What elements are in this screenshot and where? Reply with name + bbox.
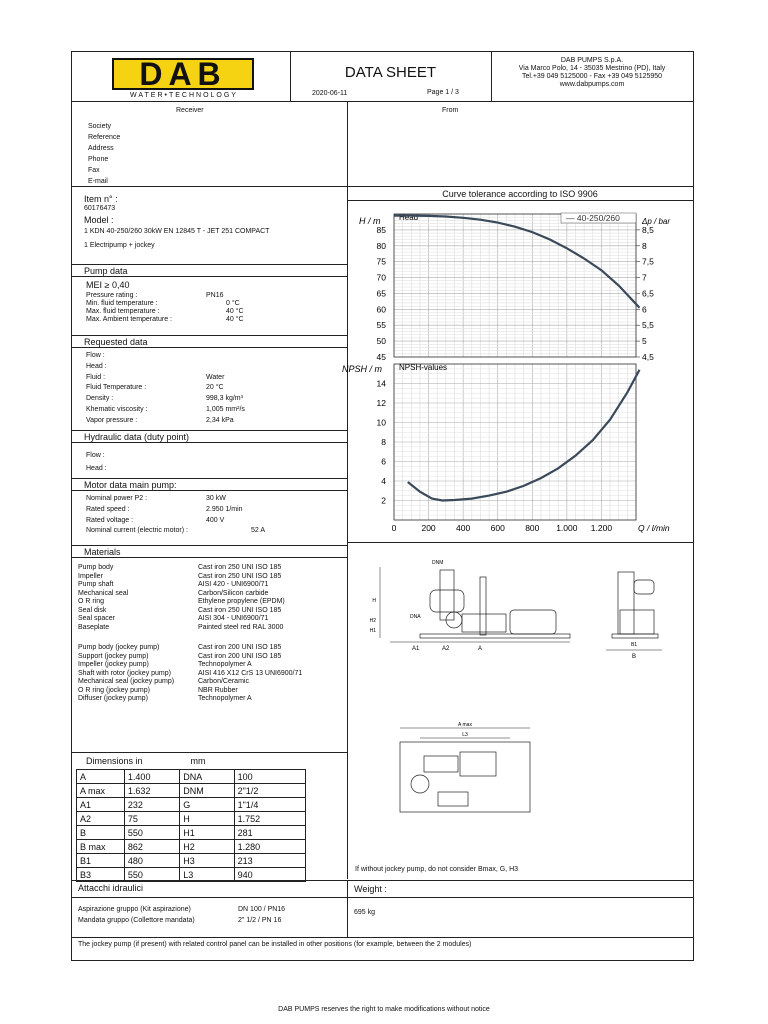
x-tick: 1.000: [556, 523, 578, 533]
dimension-cell: B3: [77, 868, 125, 882]
model-name: 1 KDN 40-250/260 30kW EN 12845 T - JET 251 COMPACT: [84, 228, 270, 235]
mei-row: MEI ≥ 0,40: [86, 280, 130, 290]
dim-a1: A1: [412, 646, 420, 652]
dimension-cell: 100: [234, 770, 305, 784]
dimension-row: [77, 840, 306, 854]
attacchi-list: Aspirazione gruppo (Kit aspirazione) DN 100 / PN16 Mandata gruppo (Collettore mandata) 2" 1/2 / PN 16: [78, 906, 286, 924]
x-tick: 200: [421, 523, 436, 533]
head-y2-tick: 8,5: [642, 224, 654, 235]
dim-dna: DNA: [410, 614, 421, 620]
npsh-y-tick: 10: [376, 417, 386, 428]
bottom-disclaimer: DAB PUMPS reserves the right to make modifications without notice: [278, 1006, 490, 1013]
dimension-row: [77, 798, 306, 812]
head-y-tick: 70: [376, 272, 386, 283]
dimension-cell: H2: [180, 840, 234, 854]
npsh-panel-label: NPSH-values: [399, 363, 448, 372]
x-tick: 800: [525, 523, 540, 533]
item-label: Item n° :: [84, 194, 118, 204]
x-tick: 1.200: [590, 523, 613, 533]
model-label: Model :: [84, 215, 114, 225]
performance-chart: [342, 202, 692, 542]
dimension-row: [77, 812, 306, 826]
dimensions-note: If without jockey pump, do not consider Bmax, G, H3: [355, 866, 519, 873]
npsh-y-tick: 6: [381, 456, 386, 467]
npsh-y-tick: 12: [376, 398, 386, 408]
dimension-cell: 213: [234, 854, 305, 868]
dimension-cell: H: [180, 812, 234, 826]
item-number: 60176473: [84, 205, 116, 212]
dim-h2: H2: [369, 618, 376, 624]
section-pump-data: Pump data: [72, 264, 347, 277]
datasheet-page: [71, 51, 694, 961]
head-y-tick: 65: [376, 288, 386, 299]
head-y2-tick: 7,5: [642, 256, 654, 267]
receiver-label: Receiver: [176, 107, 204, 114]
head-panel-label: Head: [399, 213, 419, 222]
dim-h: H: [372, 598, 376, 604]
weight-value: 695 kg: [354, 909, 376, 916]
head-y-tick: 80: [376, 240, 386, 251]
dimension-cell: A2: [77, 812, 125, 826]
dimension-cell: L3: [180, 868, 234, 882]
dimension-cell: 550: [124, 826, 179, 840]
dimensions-title: Dimensions in mm: [86, 756, 206, 766]
dimension-cell: A: [77, 770, 125, 784]
dimension-cell: 2"1/2: [234, 784, 305, 798]
side-motor: [634, 580, 654, 594]
head-y2-tick: 5: [642, 336, 647, 347]
dimension-cell: 862: [124, 840, 179, 854]
weight-title: Weight :: [354, 884, 387, 894]
dim-b: B: [631, 654, 637, 660]
dimension-cell: B1: [77, 854, 125, 868]
company-info: DAB PUMPS S.p.A. Via Marco Polo, 14 - 35035 Mestrino (PD), Italy Tel.+39 049 5125000 - Fax +39 049 5125950 www.dabpumps.com: [518, 57, 666, 88]
top-motor: [460, 752, 496, 776]
top-frame: [400, 742, 530, 812]
head-y-tick: 85: [376, 224, 386, 235]
jockey-note: The jockey pump (if present) with related control panel can be installed in other positions (for example, between the 2 modules): [78, 941, 472, 948]
chart-title: Curve tolerance according to ISO 9906: [442, 189, 598, 199]
from-label: From: [442, 107, 459, 114]
dimension-row: [77, 770, 306, 784]
pressure-tank: [430, 590, 464, 612]
dim-h1: H1: [369, 628, 376, 634]
dim-a2: A2: [442, 646, 450, 652]
doc-date: 2020-06-11: [312, 90, 348, 97]
npsh-y-tick: 4: [381, 476, 386, 486]
head-y-tick: 60: [376, 304, 386, 315]
pump-body: [462, 614, 506, 632]
x-tick: 400: [456, 523, 471, 533]
dimensions-table: [76, 769, 306, 882]
section-hydraulic-data: Hydraulic data (duty point): [72, 430, 347, 443]
baseplate: [420, 634, 570, 638]
side-collector: [618, 572, 634, 634]
dim-amax: A max: [458, 722, 472, 728]
page-title: DATA SHEET: [344, 64, 437, 81]
motor-body: [510, 610, 556, 634]
section-motor-data: Motor data main pump:: [72, 478, 347, 491]
dimension-cell: H1: [180, 826, 234, 840]
head-ylabel: H / m: [359, 216, 381, 226]
dimension-cell: 1.752: [234, 812, 305, 826]
materials-list: Pump body Cast iron 250 UNI ISO 185 Impeller Cast iron 250 UNI ISO 185 Pump shaft AISI 420 - UNI6900/71 Mechanical seal Carbon/Silicon carbide O R ring Ethylene propylene (EPDM) Seal disk Cast iron 250 UNI ISO 185 Seal spacer AISI 304 - UNI6900/71 Baseplate Painted steel red RAL 3000 Pump body (jockey pump) Cast iron 200 UNI ISO 185 Support (jockey pump) Cast iron 200 UNI ISO 185 Impeller (jockey pump) Technopolymer A Shaft with rotor (jockey pump) AISI 416 X12 CrS 13 UNI6900/71 Mechanical seal (jockey pump) Carbon/Ceramic O R ring (jockey pump) NBR Rubber Diffuser (jockey pump) Technopolymer A: [78, 564, 303, 702]
dim-a: A: [477, 646, 483, 652]
npsh-y-tick: 2: [381, 495, 386, 506]
pump-data-list: Pressure rating : PN16 Min. fluid temperature : 0 °C Max. fluid temperature : 40 °C Max. Ambient temperature : 40 °C: [86, 292, 244, 323]
item-section: [84, 194, 344, 250]
top-tank: [411, 775, 429, 793]
motor-data-list: Nominal power P2 : 30 kW Rated speed : 2.950 1/min Rated voltage : 400 V Nominal current (electric motor) : 52 A: [86, 495, 266, 535]
dimension-cell: DNM: [180, 784, 234, 798]
head-y2label: Δp / bar: [642, 217, 671, 226]
npsh-y-tick: 14: [376, 378, 386, 389]
head-y-tick: 50: [376, 336, 386, 347]
x-tick: 600: [490, 523, 505, 533]
dimension-drawings: [350, 552, 690, 852]
attacchi-title: Attacchi idraulici: [78, 883, 144, 893]
dimension-cell: B: [77, 826, 125, 840]
dimension-cell: 480: [124, 854, 179, 868]
frame-post: [480, 577, 486, 635]
head-y2-tick: 4,5: [642, 352, 654, 362]
dimension-cell: 940: [234, 868, 305, 882]
dab-logo: [112, 58, 254, 102]
dimension-cell: B max: [77, 840, 125, 854]
dim-l3: L3: [462, 732, 468, 738]
dim-dnm: DNM: [432, 560, 444, 566]
dim-b1: B1: [630, 642, 638, 648]
side-pump: [620, 610, 654, 634]
head-y-tick: 45: [376, 352, 386, 362]
dimension-cell: A max: [77, 784, 125, 798]
dimension-row: [77, 826, 306, 840]
head-y2-tick: 7: [642, 272, 647, 283]
head-y2-tick: 6,5: [642, 288, 654, 299]
logo-subtitle: WATER•TECHNOLOGY: [130, 92, 238, 99]
section-requested-data: Requested data: [72, 335, 347, 348]
top-jockey: [438, 792, 468, 806]
x-label: Q / l/min: [638, 523, 670, 533]
dimension-cell: 1.400: [124, 770, 179, 784]
dimension-cell: 1"1/4: [234, 798, 305, 812]
section-materials: Materials: [72, 545, 347, 558]
head-y2-tick: 8: [642, 240, 647, 251]
model-config: 1 Electripump + jockey: [84, 242, 155, 249]
dimension-cell: 550: [124, 868, 179, 882]
dimension-cell: G: [180, 798, 234, 812]
hydraulic-list: Flow : Head :: [86, 452, 107, 472]
head-y2-tick: 5,5: [642, 320, 654, 331]
npsh-y-tick: 8: [381, 437, 386, 447]
page-number: Page 1 / 3: [427, 89, 459, 96]
dimension-cell: A1: [77, 798, 125, 812]
top-pump: [424, 756, 458, 772]
head-y-tick: 75: [376, 256, 386, 267]
x-tick: 0: [391, 523, 397, 533]
legend-entry: — 40-250/260: [566, 213, 620, 223]
requested-data-list: Flow : Head : Fluid : Water Fluid Temperature : 20 °C Density : 998,3 kg/m³ Khematic viscosity : 1,005 mm²/s Vapor pressure : 2,34 kPa: [86, 352, 245, 424]
head-y2-tick: 6: [642, 304, 647, 315]
head-y-tick: 55: [376, 320, 386, 331]
dimension-cell: 281: [234, 826, 305, 840]
side-baseplate: [612, 634, 658, 638]
dimension-cell: DNA: [180, 770, 234, 784]
dimension-cell: 1.632: [124, 784, 179, 798]
logo-text: DAB: [139, 56, 227, 92]
npsh-ylabel: NPSH / m: [342, 364, 383, 374]
receiver-fields: Society Reference Address Phone Fax E-mail: [88, 123, 121, 185]
dimension-cell: 232: [124, 798, 179, 812]
dimension-row: [77, 854, 306, 868]
dimension-cell: H3: [180, 854, 234, 868]
dimension-cell: 75: [124, 812, 179, 826]
dimension-cell: 1.280: [234, 840, 305, 854]
dimension-row: [77, 784, 306, 798]
